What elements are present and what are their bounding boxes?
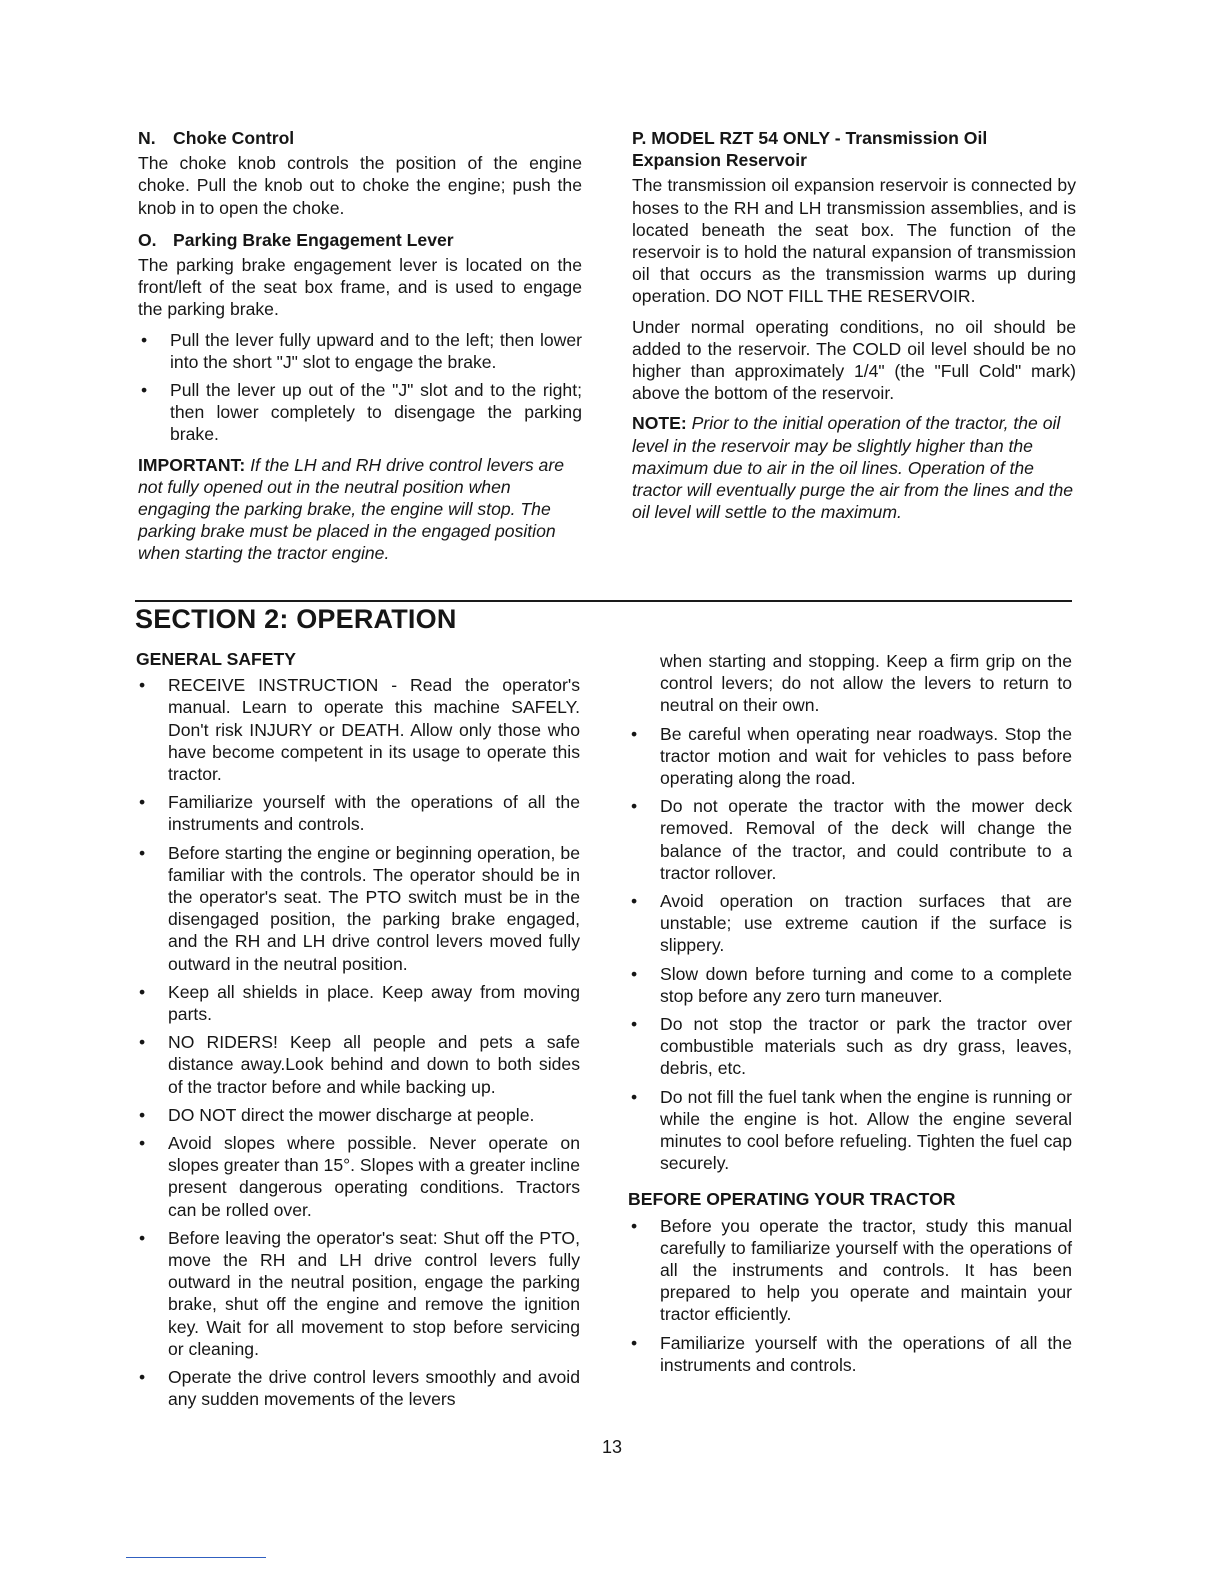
bullet-icon: •	[631, 963, 638, 984]
bullet-icon: •	[139, 1133, 146, 1154]
parking-brake-paragraph: The parking brake engagement lever is located on the front/left of the seat box frame, and is used to engage the parking brake.	[138, 255, 582, 320]
list-item-text: Do not operate the tractor with the mower deck removed. Removal of the deck will change the balance of the tractor, and could contribute to a tractor rollover.	[660, 796, 1072, 883]
bullet-icon: •	[139, 792, 146, 813]
list-item	[628, 890, 1072, 957]
bullet-icon: •	[139, 1367, 146, 1388]
general-safety-list	[136, 674, 580, 1410]
note-text: Prior to the initial operation of the tractor, the oil level in the reservoir may be slightly higher than the maximum due to air in the oil lines. Operation of the tractor will eventually purge the air from the lines and the oil level will settle to the maximum.	[632, 413, 1074, 523]
list-item	[628, 1013, 1072, 1080]
list-item-text: Familiarize yourself with the operations of all the instruments and controls.	[660, 1332, 1072, 1375]
note-label: NOTE:	[632, 413, 687, 434]
parking-brake-list	[138, 329, 582, 446]
important-label: IMPORTANT:	[138, 454, 246, 475]
section-divider	[135, 600, 1072, 602]
list-item	[136, 1366, 580, 1410]
list-item-text: Keep all shields in place. Keep away from moving parts.	[168, 981, 580, 1025]
before-operating-heading: BEFORE OPERATING YOUR TRACTOR	[628, 1189, 956, 1210]
list-item	[136, 981, 580, 1025]
list-item	[628, 795, 1072, 884]
list-item-text: Avoid operation on traction surfaces that are unstable; use extreme caution if the surface is slippery.	[660, 891, 1072, 956]
list-item	[628, 1215, 1072, 1326]
important-note	[138, 454, 582, 565]
general-safety-heading: GENERAL SAFETY	[136, 649, 296, 669]
choke-paragraph: The choke knob controls the position of the engine choke. Pull the knob out to choke the engine; push the knob in to open the choke.	[138, 153, 582, 218]
list-item-text: Slow down before turning and come to a complete stop before any zero turn maneuver.	[660, 963, 1072, 1006]
page-number: 13	[601, 1437, 623, 1457]
reservoir-paragraph-2: Under normal operating conditions, no oil should be added to the reservoir. The COLD oil level should be no higher than approximately 1/4" (the "Full Cold" mark) above the bottom of the reservoir.	[632, 316, 1076, 404]
column-bottom-left	[136, 648, 580, 1419]
list-item	[138, 329, 582, 373]
important-text: If the LH and RH drive control levers are not fully opened out in the neutral position when engaging the parking brake, the engine will stop. The parking brake must be placed in the engaged position when starting the tractor engine.	[138, 454, 564, 564]
bullet-icon: •	[631, 1014, 638, 1035]
list-item-text: Be careful when operating near roadways. Stop the tractor motion and wait for vehicles to pass before operating along the road.	[660, 723, 1072, 789]
section-title: SECTION 2: OPERATION	[135, 604, 457, 634]
heading-choke-control	[138, 127, 582, 149]
bullet-icon: •	[139, 675, 146, 696]
column-bottom-right	[628, 650, 1072, 1384]
list-item-text: Pull the lever up out of the "J" slot and to the right; then lower completely to disengage the parking brake.	[170, 380, 582, 445]
list-item	[138, 379, 582, 446]
list-item-text: NO RIDERS! Keep all people and pets a safe distance away.Look behind and down to both sides of the tractor before and while backing up.	[168, 1032, 580, 1097]
list-item	[628, 1086, 1072, 1175]
bullet-icon: •	[141, 329, 148, 350]
reservoir-paragraph-1: The transmission oil expansion reservoir is connected by hoses to the RH and LH transmission assemblies, and is located beneath the seat box. The function of the reservoir is to hold the natural expansion of transmission oil that occurs as the transmission warms up during operation. DO NOT FILL THE RESERVOIR.	[632, 175, 1076, 307]
bullet-icon: •	[141, 380, 148, 401]
heading-parking-brake	[138, 229, 582, 251]
list-item-text: Avoid slopes where possible. Never operate on slopes greater than 15°. Slopes with a greater incline present dangerous operating conditions. Tractors can be rolled over.	[168, 1133, 580, 1220]
list-item-text: Do not fill the fuel tank when the engine is running or while the engine is hot. Allow the engine several minutes to cool before refueling. Tighten the fuel cap securely.	[660, 1086, 1072, 1174]
list-item-text: Before starting the engine or beginning operation, be familiar with the controls. The operator should be in the operator's seat. The PTO switch must be in the disengaged position, the parking brake engaged, and the RH and LH drive control levers moved fully outward in the neutral position.	[168, 842, 580, 974]
bullet-icon: •	[631, 1332, 638, 1353]
list-item	[628, 723, 1072, 790]
list-item-text: DO NOT direct the mower discharge at people.	[168, 1104, 535, 1125]
list-item	[136, 791, 580, 835]
list-item-text: Operate the drive control levers smoothly and avoid any sudden movements of the levers	[168, 1367, 580, 1410]
reservoir-note	[632, 412, 1076, 523]
list-item	[136, 674, 580, 785]
list-item	[136, 842, 580, 975]
bullet-icon: •	[631, 723, 638, 744]
heading-letter: N.	[138, 128, 156, 148]
bullet-icon: •	[631, 891, 638, 912]
list-item	[136, 1104, 580, 1126]
list-item-text: RECEIVE INSTRUCTION - Read the operator's manual. Learn to operate this machine SAFELY. Don't risk INJURY or DEATH. Allow only those who have become competent in its usage to operate this tractor.	[168, 675, 580, 785]
bullet-icon: •	[631, 1215, 638, 1236]
column-top-left	[138, 127, 582, 573]
list-item-text: Do not stop the tractor or park the tractor over combustible materials such as dry grass, leaves, debris, etc.	[660, 1014, 1072, 1079]
bullet-icon: •	[139, 842, 146, 863]
general-safety-list-continued	[628, 723, 1072, 1175]
list-item-text: Before you operate the tractor, study this manual carefully to familiarize yourself with the operations of all the instruments and controls. It has been prepared to help you operate and maintain your tractor efficiently.	[660, 1215, 1072, 1325]
heading-text: Choke Control	[173, 128, 295, 148]
list-item-text: Familiarize yourself with the operations of all the instruments and controls.	[168, 792, 580, 835]
bullet-icon: •	[631, 796, 638, 817]
bullet-icon: •	[139, 981, 146, 1002]
column-top-right	[632, 127, 1076, 531]
list-item-text: Pull the lever fully upward and to the left; then lower into the short "J" slot to engage the brake.	[170, 329, 582, 372]
footer-line	[126, 1557, 266, 1558]
list-item	[628, 1332, 1072, 1376]
bullet-icon: •	[631, 1086, 638, 1107]
before-operating-list	[628, 1215, 1072, 1376]
list-item	[136, 1132, 580, 1221]
bullet-icon: •	[139, 1032, 146, 1053]
list-item	[136, 1227, 580, 1360]
list-item-text: Before leaving the operator's seat: Shut off the PTO, move the RH and LH drive control levers fully outward in the neutral position, engage the parking brake, shut off the engine and remove the ignition key. Wait for all movement to stop before servicing or cleaning.	[168, 1227, 580, 1359]
continued-bullet-text: when starting and stopping. Keep a firm grip on the control levers; do not allow the levers to return to neutral on their own.	[660, 651, 1072, 716]
heading-text: Parking Brake Engagement Lever	[173, 229, 454, 250]
list-item	[136, 1031, 580, 1098]
heading-letter: O.	[138, 229, 157, 250]
bullet-icon: •	[139, 1227, 146, 1248]
heading-transmission-oil: P. MODEL RZT 54 ONLY - Transmission Oil Expansion Reservoir	[632, 128, 988, 171]
list-item	[628, 963, 1072, 1007]
bullet-icon: •	[139, 1104, 146, 1125]
